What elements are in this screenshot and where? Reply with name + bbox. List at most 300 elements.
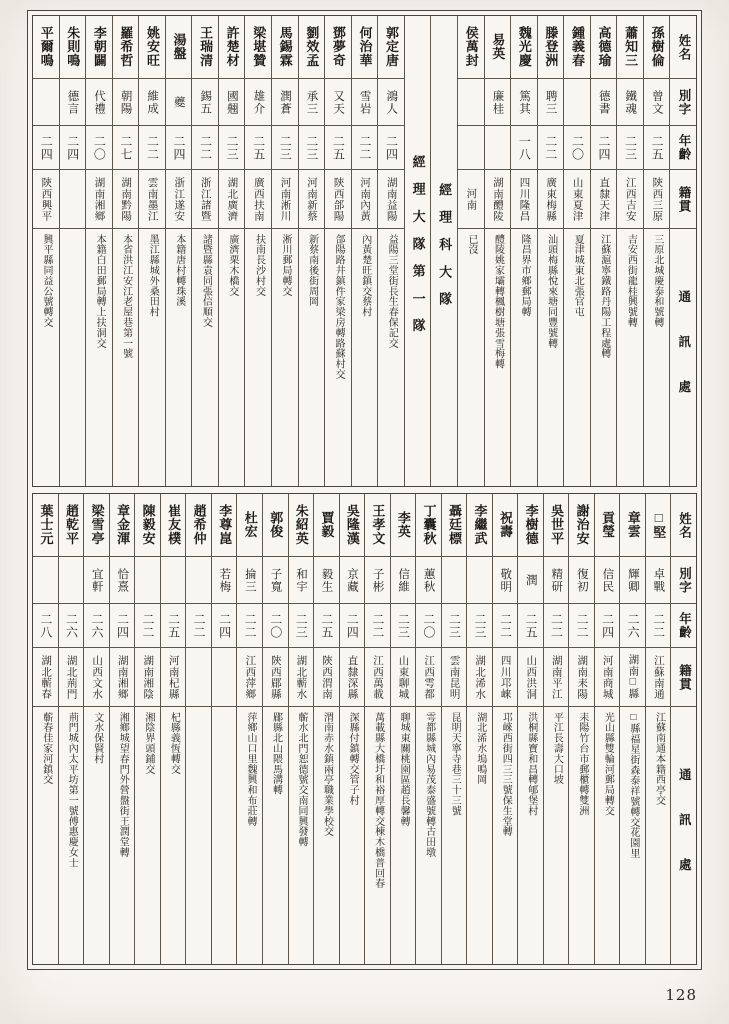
person-address: □縣福星街森泰祥號轉交花園里 bbox=[627, 712, 639, 859]
person-courtesy-name-cell bbox=[511, 79, 537, 126]
person-courtesy-name-cell bbox=[620, 557, 645, 604]
person-courtesy-name-cell bbox=[219, 79, 245, 126]
person-age-cell bbox=[646, 604, 671, 648]
field-header-name: 姓名 bbox=[676, 33, 691, 61]
person-courtesy-name-cell bbox=[33, 557, 58, 604]
roster-table-top bbox=[32, 15, 697, 487]
person-native-place-cell bbox=[237, 648, 262, 707]
person-native-place: 湖南湘鄉 bbox=[93, 176, 105, 222]
person-address: 夏津城東北張官屯 bbox=[572, 234, 584, 318]
person-address: 渭南赤水鎮兩亭職業學校交 bbox=[321, 712, 333, 837]
person-courtesy-name-cell bbox=[518, 557, 543, 604]
person-age-cell bbox=[60, 126, 86, 170]
person-courtesy-name: 信民 bbox=[601, 567, 614, 593]
person-column bbox=[160, 494, 186, 964]
person-courtesy-name: 若梅 bbox=[218, 567, 231, 593]
person-column bbox=[185, 494, 211, 964]
person-native-place: 陝西渭南 bbox=[320, 654, 332, 700]
person-age: 二五 bbox=[251, 134, 266, 161]
person-column bbox=[364, 494, 390, 964]
section-divider-column bbox=[404, 16, 431, 486]
field-header-native-place: 籍貫 bbox=[677, 663, 692, 691]
person-age-cell bbox=[139, 126, 165, 170]
person-courtesy-name: 維成 bbox=[146, 89, 159, 115]
person-courtesy-name-cell bbox=[245, 79, 271, 126]
person-native-place: 湖南黔陽 bbox=[120, 176, 132, 222]
person-column bbox=[33, 16, 59, 486]
person-name: 姚安旺 bbox=[144, 26, 160, 68]
person-address-cell bbox=[646, 707, 671, 964]
person-age-cell bbox=[84, 604, 109, 648]
person-name-cell bbox=[237, 494, 262, 557]
person-address-cell bbox=[325, 229, 351, 486]
person-age: 二二 bbox=[198, 134, 213, 161]
person-age-cell bbox=[485, 126, 511, 170]
person-column bbox=[59, 16, 86, 486]
person-age: 二〇 bbox=[268, 612, 283, 639]
person-address-cell bbox=[644, 229, 670, 486]
person-native-place: 湖南□縣 bbox=[627, 654, 639, 700]
person-address-cell bbox=[84, 707, 109, 964]
person-courtesy-name: 京藏 bbox=[346, 567, 359, 593]
person-column bbox=[594, 494, 620, 964]
person-courtesy-name-cell bbox=[263, 557, 288, 604]
person-courtesy-name: 蕙秋 bbox=[422, 567, 435, 593]
person-name: 吳隆漢 bbox=[344, 504, 360, 546]
person-name-cell bbox=[511, 16, 537, 79]
person-courtesy-name: 潤 bbox=[524, 573, 537, 587]
person-address-cell bbox=[378, 229, 404, 486]
person-native-place: 直隸天津 bbox=[598, 176, 610, 222]
person-age-cell bbox=[33, 126, 59, 170]
person-name-cell bbox=[544, 494, 569, 557]
person-name-cell bbox=[538, 16, 564, 79]
person-native-place: 浙江遂安 bbox=[173, 176, 185, 222]
person-name-cell bbox=[33, 16, 59, 79]
person-name: 李繼武 bbox=[472, 504, 488, 546]
person-age-cell bbox=[467, 604, 492, 648]
person-courtesy-name-cell bbox=[86, 79, 112, 126]
person-age: 二六 bbox=[64, 612, 79, 639]
person-courtesy-name: 德書 bbox=[597, 89, 610, 115]
person-address: 杞縣義恆轉交 bbox=[168, 712, 180, 775]
person-address: 已沒 bbox=[465, 234, 477, 255]
person-column bbox=[517, 494, 543, 964]
person-name: 朱紹英 bbox=[293, 504, 309, 546]
person-address-cell bbox=[340, 707, 365, 964]
person-name: 高德瑜 bbox=[596, 26, 612, 68]
person-age: 二八 bbox=[38, 612, 53, 639]
person-courtesy-name-cell bbox=[84, 557, 109, 604]
person-age-cell bbox=[518, 604, 543, 648]
person-age-cell bbox=[113, 126, 139, 170]
person-address-cell bbox=[544, 707, 569, 964]
person-column bbox=[262, 494, 288, 964]
person-native-place: 雲南昆明 bbox=[448, 654, 460, 700]
person-address: 平江長壽大口坡 bbox=[551, 712, 563, 785]
person-age-cell bbox=[569, 604, 594, 648]
person-native-place: 河南 bbox=[465, 187, 477, 211]
person-address: 萍鄉山口里魏興和布莊轉 bbox=[244, 712, 256, 827]
person-native-place: 湖南湘鄉 bbox=[116, 654, 128, 700]
person-name-cell bbox=[60, 16, 86, 79]
person-column bbox=[466, 494, 492, 964]
person-address-cell bbox=[458, 229, 484, 486]
person-native-place-cell bbox=[544, 648, 569, 707]
person-name: 李英 bbox=[395, 511, 411, 539]
person-name-cell bbox=[325, 16, 351, 79]
person-address-cell bbox=[467, 707, 492, 964]
person-age-cell bbox=[325, 126, 351, 170]
field-header-column bbox=[670, 494, 696, 964]
person-name-cell bbox=[617, 16, 643, 79]
person-address-cell bbox=[186, 707, 211, 964]
person-age: 二三 bbox=[304, 134, 319, 161]
person-native-place-cell bbox=[86, 170, 112, 229]
person-address-cell bbox=[86, 229, 112, 486]
person-address-cell bbox=[485, 229, 511, 486]
person-courtesy-name: 又天 bbox=[332, 89, 345, 115]
person-courtesy-name: 信維 bbox=[397, 567, 410, 593]
person-age-cell bbox=[458, 126, 484, 170]
person-age: 一八 bbox=[517, 134, 532, 161]
person-name: 孫樹倫 bbox=[649, 26, 665, 68]
person-native-place-cell bbox=[564, 170, 590, 229]
person-native-place: 雲南墨江 bbox=[146, 176, 158, 222]
person-name: 章金渾 bbox=[115, 504, 131, 546]
person-address: 益陽三堂街長生春保記交 bbox=[386, 234, 398, 349]
person-courtesy-name-cell bbox=[237, 557, 262, 604]
person-age: 二五 bbox=[166, 612, 181, 639]
person-courtesy-name: 輝卿 bbox=[626, 567, 639, 593]
person-age: 二二 bbox=[575, 612, 590, 639]
person-address-cell bbox=[591, 229, 617, 486]
person-address: 耒陽竹台市郵櫃轉雙洲 bbox=[576, 712, 588, 816]
person-name: 侯萬封 bbox=[463, 26, 479, 68]
person-address-cell bbox=[192, 229, 218, 486]
person-column bbox=[484, 16, 511, 486]
person-courtesy-name-cell bbox=[135, 557, 160, 604]
person-courtesy-name-cell bbox=[299, 79, 325, 126]
person-native-place-cell bbox=[161, 648, 186, 707]
person-courtesy-name-cell bbox=[186, 557, 211, 604]
person-age: 二五 bbox=[319, 612, 334, 639]
person-address: 汕頭梅縣悅來塘同豐號轉 bbox=[545, 234, 557, 349]
section-label-cell bbox=[405, 16, 431, 486]
person-native-place: 陝西郃陽 bbox=[332, 176, 344, 222]
person-name-cell bbox=[564, 16, 590, 79]
person-name: 易英 bbox=[490, 33, 506, 61]
person-age: 二二 bbox=[141, 612, 156, 639]
person-age-cell bbox=[166, 126, 192, 170]
field-header-native-place-cell bbox=[671, 648, 696, 707]
person-age: 二四 bbox=[39, 134, 54, 161]
person-age: 二〇 bbox=[421, 612, 436, 639]
person-name: 平爾鳴 bbox=[38, 26, 54, 68]
person-courtesy-name-cell bbox=[646, 557, 671, 604]
person-age-cell bbox=[442, 604, 467, 648]
person-native-place: 湖南平江 bbox=[550, 654, 562, 700]
person-courtesy-name: 毅生 bbox=[320, 567, 333, 593]
person-address: 昆明天寧寺巷三十三號 bbox=[449, 712, 461, 816]
person-name-cell bbox=[352, 16, 378, 79]
person-age-cell bbox=[620, 604, 645, 648]
person-native-place-cell bbox=[485, 170, 511, 229]
person-name-cell bbox=[113, 16, 139, 79]
person-age: 二四 bbox=[600, 612, 615, 639]
person-name: 李樹德 bbox=[523, 504, 539, 546]
person-courtesy-name-cell bbox=[192, 79, 218, 126]
person-address-cell bbox=[314, 707, 339, 964]
person-courtesy-name-cell bbox=[416, 557, 441, 604]
person-courtesy-name: 夔 bbox=[172, 95, 185, 109]
person-native-place: 湖南益陽 bbox=[385, 176, 397, 222]
field-header-courtesy-name: 別字 bbox=[677, 566, 692, 594]
person-native-place-cell bbox=[416, 648, 441, 707]
person-courtesy-name-cell bbox=[544, 557, 569, 604]
person-age: 二六 bbox=[89, 612, 104, 639]
person-native-place: 河南杞縣 bbox=[167, 654, 179, 700]
person-native-place-cell bbox=[646, 648, 671, 707]
person-courtesy-name-cell bbox=[365, 557, 390, 604]
person-native-place-cell bbox=[289, 648, 314, 707]
page-frame bbox=[27, 10, 702, 970]
person-column bbox=[492, 494, 518, 964]
person-native-place-cell bbox=[617, 170, 643, 229]
person-native-place-cell bbox=[186, 648, 211, 707]
person-column bbox=[377, 16, 404, 486]
person-age: 二四 bbox=[172, 134, 186, 161]
person-age-cell bbox=[314, 604, 339, 648]
person-age: 二二 bbox=[543, 134, 558, 161]
person-name-cell bbox=[591, 16, 617, 79]
person-age-cell bbox=[538, 126, 564, 170]
person-column bbox=[83, 494, 109, 964]
person-courtesy-name-cell bbox=[33, 79, 59, 126]
person-courtesy-name: 鐵魂 bbox=[624, 89, 637, 115]
person-name: □堅 bbox=[651, 510, 667, 540]
person-column bbox=[236, 494, 262, 964]
person-name: 滕登洲 bbox=[543, 26, 559, 68]
person-address-cell bbox=[595, 707, 620, 964]
person-age: 二二 bbox=[357, 134, 372, 161]
person-courtesy-name: 鴻人 bbox=[385, 89, 398, 115]
person-age-cell bbox=[365, 604, 390, 648]
person-age-cell bbox=[391, 604, 416, 648]
person-courtesy-name: 錫五 bbox=[199, 89, 212, 115]
person-name: 梁雪亭 bbox=[89, 504, 105, 546]
person-native-place: 河南商城 bbox=[601, 654, 613, 700]
person-name: 許楚材 bbox=[224, 26, 240, 68]
person-name-cell bbox=[467, 494, 492, 557]
person-address-cell bbox=[620, 707, 645, 964]
person-name-cell bbox=[569, 494, 594, 557]
person-address: 郃陽路井鎮件家梁房轉路蘇村交 bbox=[333, 234, 345, 380]
person-courtesy-name: 子寬 bbox=[269, 567, 282, 593]
person-name: 湯盤 bbox=[171, 33, 187, 61]
person-address: 江蘇滬寧鐵路丹陽工程處轉 bbox=[598, 234, 610, 359]
person-native-place-cell bbox=[378, 170, 404, 229]
person-age-cell bbox=[33, 604, 58, 648]
person-native-place: 湖北蘄水 bbox=[295, 654, 307, 700]
person-address-cell bbox=[113, 229, 139, 486]
person-column bbox=[510, 16, 537, 486]
person-address-cell bbox=[139, 229, 165, 486]
person-name: 貢瑩 bbox=[600, 511, 616, 539]
person-name-cell bbox=[365, 494, 390, 557]
person-native-place-cell bbox=[511, 170, 537, 229]
person-name-cell bbox=[340, 494, 365, 557]
section-label-cell bbox=[431, 16, 457, 486]
person-native-place-cell bbox=[59, 648, 84, 707]
field-header-age-cell bbox=[670, 126, 696, 170]
person-name-cell bbox=[644, 16, 670, 79]
person-address: 三原北城慶泰和號轉 bbox=[651, 234, 663, 328]
person-address: 邛崍西街四三三號保生堂轉 bbox=[500, 712, 512, 837]
person-name: 陳毅安 bbox=[140, 504, 156, 546]
person-age: 二五 bbox=[650, 134, 665, 161]
person-column bbox=[457, 16, 484, 486]
person-age-cell bbox=[493, 604, 518, 648]
person-column bbox=[324, 16, 351, 486]
person-name-cell bbox=[485, 16, 511, 79]
person-native-place: 廣東梅縣 bbox=[545, 176, 557, 222]
person-column bbox=[58, 494, 84, 964]
person-age-cell bbox=[135, 604, 160, 648]
person-column bbox=[619, 494, 645, 964]
person-name-cell bbox=[518, 494, 543, 557]
person-name-cell bbox=[139, 16, 165, 79]
person-column bbox=[643, 16, 670, 486]
person-address: 深縣付鎮轉交管子村 bbox=[347, 712, 359, 806]
person-address-cell bbox=[219, 229, 245, 486]
person-native-place-cell bbox=[33, 648, 58, 707]
person-native-place: 直隸深縣 bbox=[346, 654, 358, 700]
person-address-cell bbox=[391, 707, 416, 964]
person-courtesy-name-cell bbox=[352, 79, 378, 126]
person-address: 洪桐縣寶和昌轉郇堡村 bbox=[525, 712, 537, 816]
person-age-cell bbox=[245, 126, 271, 170]
page-number: 128 bbox=[665, 986, 697, 1004]
person-column bbox=[109, 494, 135, 964]
person-native-place-cell bbox=[84, 648, 109, 707]
person-native-place: 山西洪洞 bbox=[525, 654, 537, 700]
person-courtesy-name: 復初 bbox=[575, 567, 588, 593]
person-age: 二三 bbox=[278, 134, 293, 161]
person-address: 新蔡南後街周岡 bbox=[306, 234, 318, 307]
person-name: 祝壽 bbox=[498, 511, 514, 539]
field-header-address: 通訊處 bbox=[676, 290, 691, 425]
person-native-place: 四川隆昌 bbox=[518, 176, 530, 222]
person-native-place-cell bbox=[620, 648, 645, 707]
person-age-cell bbox=[617, 126, 643, 170]
person-courtesy-name: 篤其 bbox=[518, 89, 531, 115]
person-age: 二〇 bbox=[570, 134, 585, 161]
person-address-cell bbox=[245, 229, 271, 486]
person-address-cell bbox=[33, 229, 59, 486]
person-age-cell bbox=[595, 604, 620, 648]
person-courtesy-name: 代禮 bbox=[93, 89, 106, 115]
person-native-place: 江蘇南通 bbox=[652, 654, 664, 700]
person-name: 杜宏 bbox=[242, 511, 258, 539]
person-name: 章雲 bbox=[625, 511, 641, 539]
person-courtesy-name-cell bbox=[591, 79, 617, 126]
person-age-cell bbox=[591, 126, 617, 170]
roster-table-bottom bbox=[32, 493, 697, 965]
person-name-cell bbox=[84, 494, 109, 557]
person-native-place: 山西文水 bbox=[91, 654, 103, 700]
person-column bbox=[313, 494, 339, 964]
person-courtesy-name-cell bbox=[212, 557, 237, 604]
person-courtesy-name: 和宇 bbox=[294, 567, 307, 593]
person-courtesy-name: 德言 bbox=[66, 89, 79, 115]
person-native-place-cell bbox=[538, 170, 564, 229]
person-age-cell bbox=[272, 126, 298, 170]
person-native-place: 湖南醴陵 bbox=[491, 176, 503, 222]
person-age-cell bbox=[544, 604, 569, 648]
person-column bbox=[271, 16, 298, 486]
person-address: 光山縣雙輪河郵局轉交 bbox=[602, 712, 614, 816]
person-address: 隆昌界市鄉郵局轉 bbox=[519, 234, 531, 318]
person-courtesy-name: 恰熹 bbox=[116, 567, 129, 593]
person-age-cell bbox=[192, 126, 218, 170]
person-native-place: 山東聊城 bbox=[397, 654, 409, 700]
person-courtesy-name: 雄介 bbox=[252, 89, 265, 115]
person-native-place-cell bbox=[245, 170, 271, 229]
person-native-place-cell bbox=[518, 648, 543, 707]
person-courtesy-name: 聘三 bbox=[544, 89, 557, 115]
person-column bbox=[537, 16, 564, 486]
person-age-cell bbox=[511, 126, 537, 170]
person-age-cell bbox=[86, 126, 112, 170]
person-native-place: 河南新蔡 bbox=[306, 176, 317, 222]
person-age-cell bbox=[352, 126, 378, 170]
person-name-cell bbox=[212, 494, 237, 557]
person-column bbox=[568, 494, 594, 964]
person-age: 二三 bbox=[225, 134, 240, 161]
person-name-cell bbox=[493, 494, 518, 557]
person-age-cell bbox=[340, 604, 365, 648]
field-header-courtesy-name-cell bbox=[671, 557, 696, 604]
person-name: 劉效孟 bbox=[304, 26, 320, 68]
person-native-place-cell bbox=[391, 648, 416, 707]
person-column bbox=[138, 16, 165, 486]
person-column bbox=[543, 494, 569, 964]
person-native-place-cell bbox=[219, 170, 245, 229]
person-name: 蕭知三 bbox=[623, 26, 639, 68]
person-name: 聶廷標 bbox=[446, 504, 462, 546]
person-native-place-cell bbox=[458, 170, 484, 229]
field-header-name-cell bbox=[670, 16, 696, 79]
person-name-cell bbox=[192, 16, 218, 79]
person-age: 二二 bbox=[370, 612, 385, 639]
person-courtesy-name-cell bbox=[485, 79, 511, 126]
person-courtesy-name: 曾文 bbox=[650, 89, 663, 115]
person-address-cell bbox=[33, 707, 58, 964]
person-native-place-cell bbox=[60, 170, 86, 229]
person-native-place-cell bbox=[212, 648, 237, 707]
person-name-cell bbox=[110, 494, 135, 557]
person-age: 二〇 bbox=[92, 134, 107, 161]
person-column bbox=[112, 16, 139, 486]
person-native-place-cell bbox=[352, 170, 378, 229]
person-courtesy-name-cell bbox=[139, 79, 165, 126]
person-native-place: 江西萍鄉 bbox=[244, 654, 256, 700]
person-courtesy-name-cell bbox=[289, 557, 314, 604]
person-native-place: 江西吉安 bbox=[624, 176, 636, 222]
person-age: 二二 bbox=[651, 612, 666, 639]
person-address: 吉安西街龍桂興號轉 bbox=[625, 234, 637, 328]
